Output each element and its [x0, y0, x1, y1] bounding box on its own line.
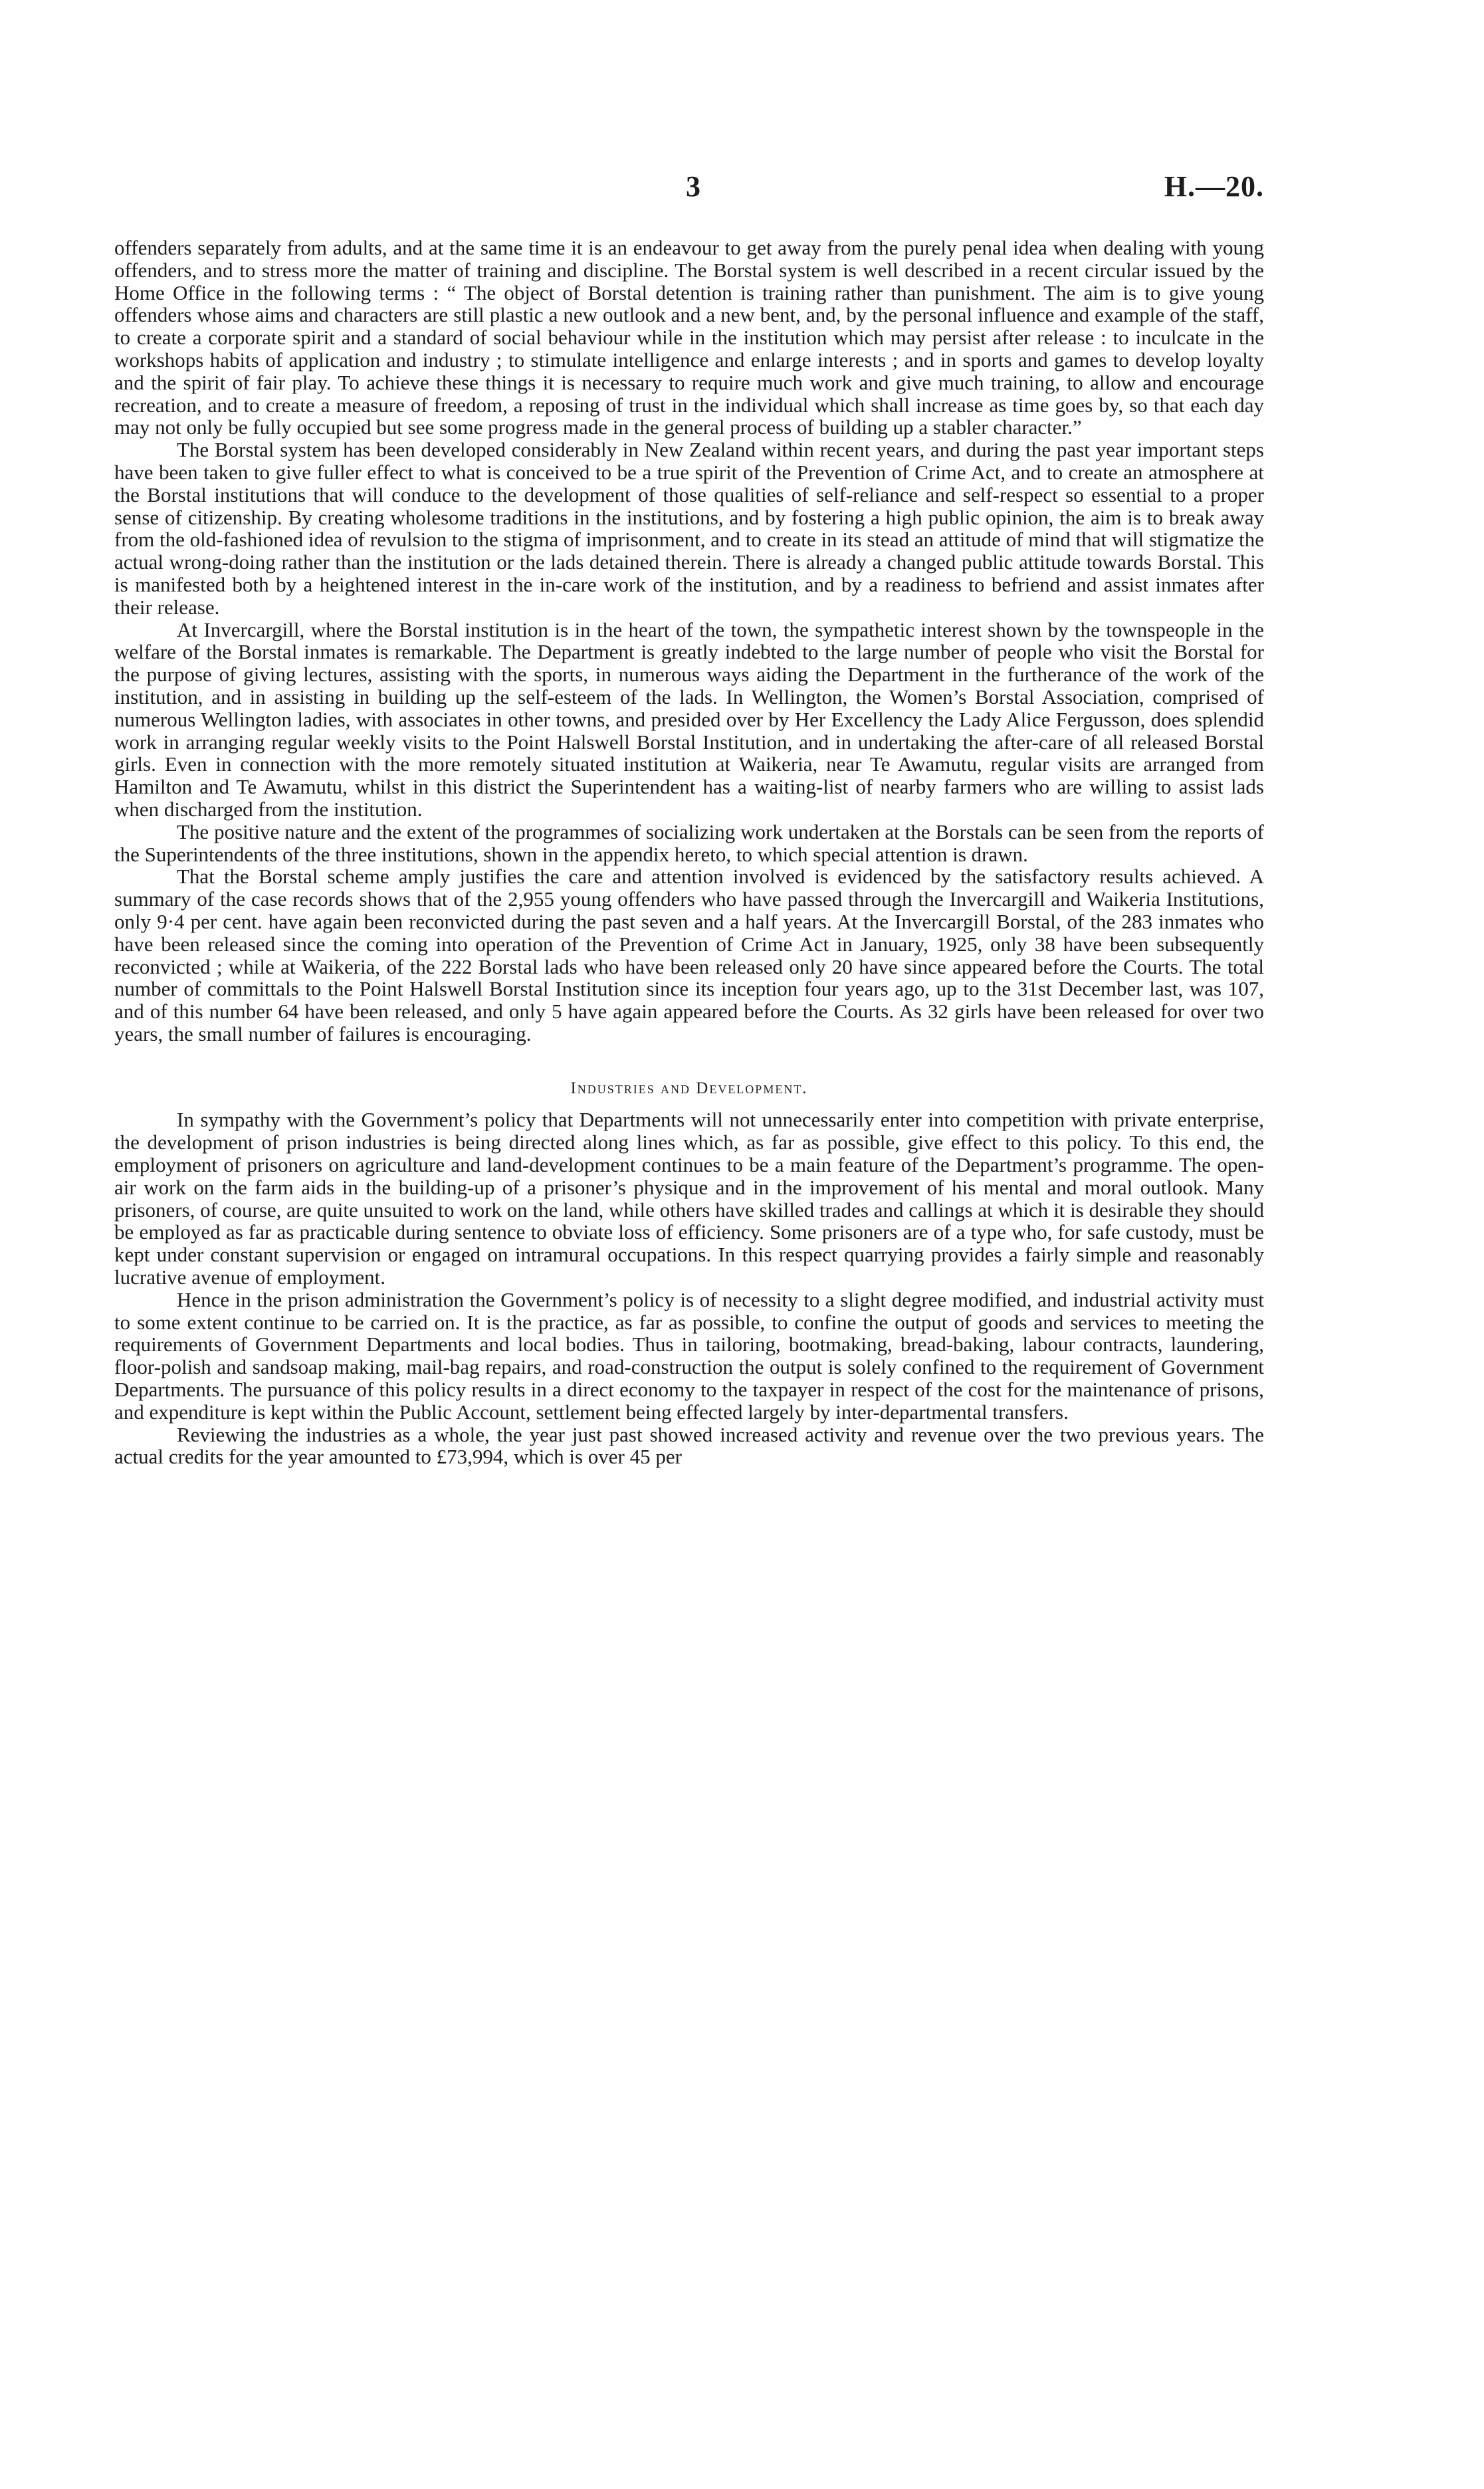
body-text [114, 237, 1264, 1468]
document-code: H.—20. [1164, 170, 1264, 203]
paragraph: In sympathy with the Government’s policy that Departments will not unnecessarily enter into competition with private enterprise, the development of prison industries is being directed along lines which, as far as possible, give effect to this policy. To this end, the employment of prisoners on agriculture and land-development continues to be a main feature of the Department’s programme. The open-air work on the farm aids in the building-up of a prisoner’s physique and in the improvement of his mental and moral outlook. Many prisoners, of course, are quite unsuited to work on the land, while others have skilled trades and callings at which it is desirable they should be employed as far as practicable during sentence to obviate loss of efficiency. Some prisoners are of a type who, for safe custody, must be kept under constant supervision or engaged on intramural occupations. In this respect quarrying provides a fairly simple and reasonably lucrative avenue of employment. [114, 1108, 1264, 1289]
page-header [114, 169, 1264, 216]
paragraph: That the Borstal scheme amply justifies the care and attention involved is evidenced by the satisfactory results achieved. A summary of the case records shows that of the 2,955 young offenders who have passed through the Invercargill and Waikeria Institutions, only 9·4 per cent. have again been reconvicted during the past seven and a half years. At the Invercargill Borstal, of the 283 inmates who have been released since the coming into operation of the Prevention of Crime Act in January, 1925, only 38 have been subsequently reconvicted ; while at Waikeria, of the 222 Borstal lads who have been released only 20 have since appeared before the Courts. The total number of committals to the Point Halswell Borstal Institution since its inception four years ago, up to the 31st December last, was 107, and of this number 64 have been released, and only 5 have again appeared before the Courts. As 32 girls have been released for over two years, the small number of failures is encouraging. [114, 865, 1264, 1045]
paragraph: The positive nature and the extent of the programmes of socializing work undertaken at the Borstals can be seen from the reports of the Superintendents of the three institutions, shown in the appendix hereto, to which special attention is drawn. [114, 819, 1264, 866]
paragraph: The Borstal system has been developed considerably in New Zealand within recent years, and during the past year important steps have been taken to give fuller effect to what is conceived to be a true spirit of the Prevention of Crime Act, and to create an atmosphere at the Borstal institutions that will conduce to the development of those qualities of self-reliance and self-respect so essential to a proper sense of citizenship. By creating wholesome traditions in the institutions, and by fostering a high public opinion, the aim is to break away from the old-fashioned idea of revulsion to the stigma of imprisonment, and to create in its stead an attitude of mind that will stigmatize the actual wrong-doing rather than the institution or the lads detained therein. There is already a changed public attitude towards Borstal. This is manifested both by a heightened interest in the in-care work of the institution, and by a readiness to befriend and assist inmates after their release. [114, 438, 1264, 619]
paragraph: At Invercargill, where the Borstal institution is in the heart of the town, the sympathetic interest shown by the townspeople in the welfare of the Borstal inmates is remarkable. The Department is greatly indebted to the large number of people who visit the Borstal for the purpose of giving lectures, assisting with the sports, in numerous ways aiding the Department in the furtherance of the work of the institution, and in assisting in building up the self-esteem of the lads. In Wellington, the Women’s Borstal Association, comprised of numerous Wellington ladies, with associates in other towns, and presided over by Her Excellency the Lady Alice Fergusson, does splendid work in arranging regular weekly visits to the Point Halswell Borstal Institution, and in undertaking the after-care of all released Borstal girls. Even in connection with the more remotely situated institution at Waikeria, near Te Awamutu, regular visits are arranged from Hamilton and Te Awamutu, whilst in this district the Superintendent has a waiting-list of nearby farmers who are willing to assist lads when discharged from the institution. [114, 617, 1264, 821]
document-page [114, 0, 1264, 2489]
paragraph: Reviewing the industries as a whole, the year just past showed increased activity and revenue over the two previous years. The actual credits for the year amounted to £73,994, which is over 45 per [114, 1422, 1264, 1469]
page-number: 3 [686, 170, 700, 203]
section-heading: Industries and Development. [570, 1079, 808, 1097]
paragraph: Hence in the prison administration the Government’s policy is of necessity to a slight degree modified, and industrial activity must to some extent continue to be carried on. It is the practice, as far as possible, to confine the output of goods and services to meeting the requirements of Government Departments and local bodies. Thus in tailoring, bootmaking, bread-baking, labour contracts, laundering, floor-polish and sandsoap making, mail-bag repairs, and road-construction the output is solely confined to the requirement of Government Departments. The pursuance of this policy results in a direct economy to the taxpayer in respect of the cost for the maintenance of prisons, and expenditure is kept within the Public Account, settlement being effected largely by inter-departmental transfers. [114, 1287, 1264, 1424]
paragraph-continued: offenders separately from adults, and at the same time it is an endeavour to get away from the purely penal idea when dealing with young offenders, and to stress more the matter of training and discipline. The Borstal system is well described in a recent circular issued by the Home Office in the following terms : “ The object of Borstal detention is training rather than punishment. The aim is to give young offenders whose aims and characters are still plastic a new outlook and a new bent, and, by the personal influence and example of the staff, to create a corporate spirit and a standard of social behaviour while in the institution which may persist after release : to inculcate in the workshops habits of application and industry ; to stimulate intelligence and enlarge interests ; and in sports and games to develop loyalty and the spirit of fair play. To achieve these things it is necessary to require much work and give much training, to allow and encourage recreation, and to create a measure of freedom, a reposing of trust in the individual which shall increase as time goes by, so that each day may not only be fully occupied but see some progress made in the general process of building up a stabler character.” [114, 236, 1264, 439]
